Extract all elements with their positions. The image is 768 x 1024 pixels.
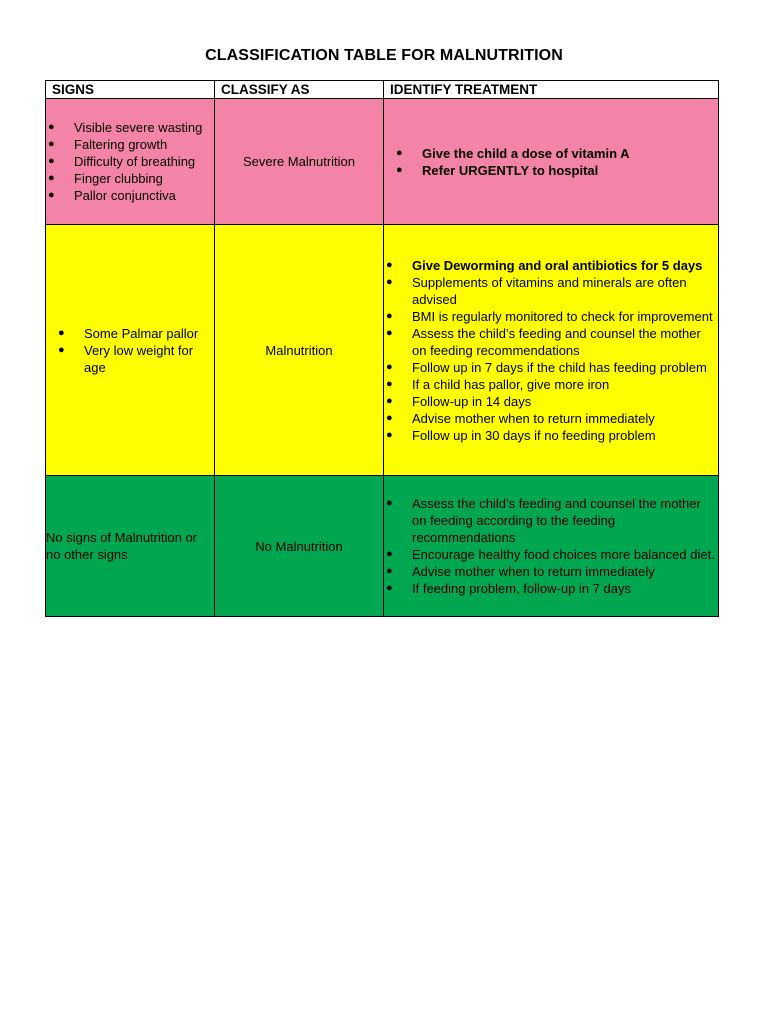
treatment-cell bbox=[384, 99, 719, 225]
list-item: ● Supplements of vitamins and minerals are often advised bbox=[386, 274, 687, 307]
list-item: ● Follow up in 30 days if no feeding problem bbox=[386, 427, 656, 443]
signs-cell bbox=[46, 99, 215, 225]
list-item: ● Advise mother when to return immediately bbox=[386, 564, 655, 579]
list-item: ● Faltering growth bbox=[48, 137, 168, 152]
list-item: ● Finger clubbing bbox=[48, 171, 163, 186]
list-item: ● Follow-up in 14 days bbox=[386, 393, 532, 409]
list-item: ● Some Palmar pallor bbox=[58, 325, 199, 341]
list-item: ● BMI is regularly monitored to check for improvement bbox=[386, 308, 713, 324]
treatment-list bbox=[384, 495, 718, 597]
treatment-list bbox=[384, 145, 718, 179]
list-item: ● Visible severe wasting bbox=[48, 120, 203, 135]
list-item: ● Assess the child’s feeding and counsel the mother on feeding according to the feeding recommendations bbox=[386, 496, 701, 545]
classification-cell: No Malnutrition bbox=[215, 476, 384, 617]
treatment-cell bbox=[384, 476, 719, 617]
header-signs: SIGNS bbox=[46, 81, 215, 99]
list-item: ● Encourage healthy food choices more balanced diet. bbox=[386, 547, 715, 562]
classification-cell: Malnutrition bbox=[215, 225, 384, 476]
classification-table bbox=[45, 80, 719, 617]
signs-cell: No signs of Malnutrition or no other signs bbox=[46, 476, 215, 617]
list-item: ● Assess the child’s feeding and counsel the mother on feeding recommendations bbox=[386, 325, 701, 358]
list-item: ● Follow up in 7 days if the child has feeding problem bbox=[386, 359, 707, 375]
table-row-severe-malnutrition bbox=[46, 99, 719, 225]
header-classify-as: CLASSIFY AS bbox=[215, 81, 384, 99]
list-item: ● Give Deworming and oral antibiotics for 5 days bbox=[386, 257, 703, 273]
treatment-cell bbox=[384, 225, 719, 476]
header-identify-treatment: IDENTIFY TREATMENT bbox=[384, 81, 719, 99]
page-title: CLASSIFICATION TABLE FOR MALNUTRITION bbox=[205, 47, 563, 64]
list-item: ● Difficulty of breathing bbox=[48, 154, 196, 169]
signs-list bbox=[46, 119, 214, 204]
table-row-malnutrition bbox=[46, 225, 719, 476]
list-item: ● Refer URGENTLY to hospital bbox=[396, 162, 599, 178]
list-item: ● If a child has pallor, give more iron bbox=[386, 376, 610, 392]
classification-cell: Severe Malnutrition bbox=[215, 99, 384, 225]
signs-list bbox=[46, 325, 214, 376]
list-item: ● Pallor conjunctiva bbox=[48, 188, 176, 203]
treatment-list bbox=[384, 257, 718, 444]
list-item: ● If feeding problem, follow-up in 7 days bbox=[386, 581, 631, 596]
header-row bbox=[46, 81, 719, 99]
table-row-no-malnutrition bbox=[46, 476, 719, 617]
list-item: ● Give the child a dose of vitamin A bbox=[396, 145, 630, 161]
signs-cell bbox=[46, 225, 215, 476]
list-item: ● Very low weight for age bbox=[58, 342, 194, 375]
list-item: ● Advise mother when to return immediately bbox=[386, 410, 655, 426]
